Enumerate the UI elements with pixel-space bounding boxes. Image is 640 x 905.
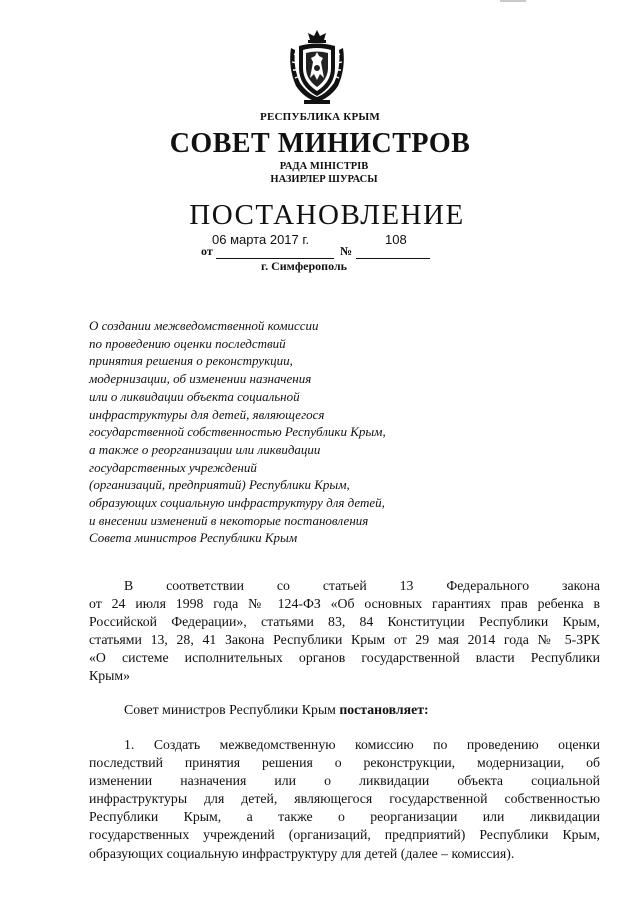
title-line: принятия решения о реконструкции, — [89, 353, 293, 369]
paragraph-line: 1. Создать межведомственную комиссию по проведению оценки — [124, 737, 600, 752]
decree-number: 108 — [385, 232, 407, 247]
council-name-crimean-tatar: НАЗИРЛЕР ШУРАСЫ — [270, 174, 378, 185]
paragraph-line: инфраструктуры для детей, являющегося государственной собственностью — [89, 791, 600, 807]
paragraph-line: статьями 13, 28, 41 Закона Республики Крым от 29 мая 2014 года № 5-ЗРК — [89, 632, 600, 648]
paragraph-line: изменении назначения или о ликвидации объекта социальной — [89, 773, 600, 789]
number-label: № — [340, 244, 353, 258]
scan-mark — [500, 0, 526, 2]
council-name-ukrainian: РАДА МІНІСТРІВ — [279, 161, 369, 172]
paragraph-line: Российской Федерации», статьями 83, 84 Конституции Республики Крым, — [89, 614, 600, 630]
title-line: образующих социальную инфраструктуру для детей, — [89, 495, 385, 511]
date-label: от — [201, 244, 213, 258]
decree-date: 06 марта 2017 г. — [212, 232, 310, 247]
title-line: инфраструктуры для детей, являющегося — [89, 406, 325, 422]
title-line: О создании межведомственной комиссии — [89, 318, 319, 333]
document-type: ПОСТАНОВЛЕНИЕ — [189, 199, 465, 231]
paragraph-line: Республики Крым, а также о реорганизации или ликвидации — [89, 809, 600, 825]
paragraph-line: Крым» — [89, 668, 130, 684]
title-line: (организаций, предприятий) Республики Крым, — [89, 477, 350, 493]
paragraph-line — [89, 701, 600, 719]
decree-title — [89, 317, 469, 547]
title-line: государственных учреждений — [89, 459, 257, 475]
paragraph-line: «О системе исполнительных органов государственной власти Республики — [89, 650, 600, 666]
council-name: СОВЕТ МИНИСТРОВ — [169, 128, 471, 159]
title-line: государственной собственностью Республики Крым, — [89, 424, 386, 440]
title-line: а также о реорганизации или ликвидации — [89, 441, 321, 457]
title-line: или о ликвидации объекта социальной — [89, 388, 300, 404]
resolution-verb: постановляет: — [339, 702, 429, 717]
republic-name: РЕСПУБЛИКА КРЫМ — [260, 111, 380, 123]
paragraph-line: от 24 июля 1998 года № 124-ФЗ «Об основных гарантиях прав ребенка в — [89, 596, 600, 612]
resolution-lead: Совет министров Республики Крым — [124, 702, 340, 717]
title-line: по проведению оценки последствий — [89, 335, 286, 351]
clause-1 — [89, 736, 600, 863]
paragraph-line: образующих социальную инфраструктуру для детей (далее – комиссия). — [89, 845, 515, 861]
coat-of-arms-icon — [286, 28, 348, 106]
title-line: модернизации, об изменении назначения — [89, 371, 312, 387]
preamble-paragraph — [89, 577, 600, 686]
number-underline — [356, 258, 430, 259]
city-name: г. Симферополь — [261, 259, 347, 273]
paragraph-line: государственных учреждений (организаций, предприятий) Республики Крым, — [89, 827, 600, 843]
resolution-statement — [89, 701, 600, 719]
paragraph-line: последствий принятия решения о реконструкции, модернизации, об — [89, 755, 600, 771]
title-line: и внесении изменений в некоторые постановления — [89, 512, 369, 528]
paragraph-line: В соответствии со статьей 13 Федерального закона — [124, 578, 600, 593]
title-line: Совета министров Республики Крым — [89, 530, 298, 546]
